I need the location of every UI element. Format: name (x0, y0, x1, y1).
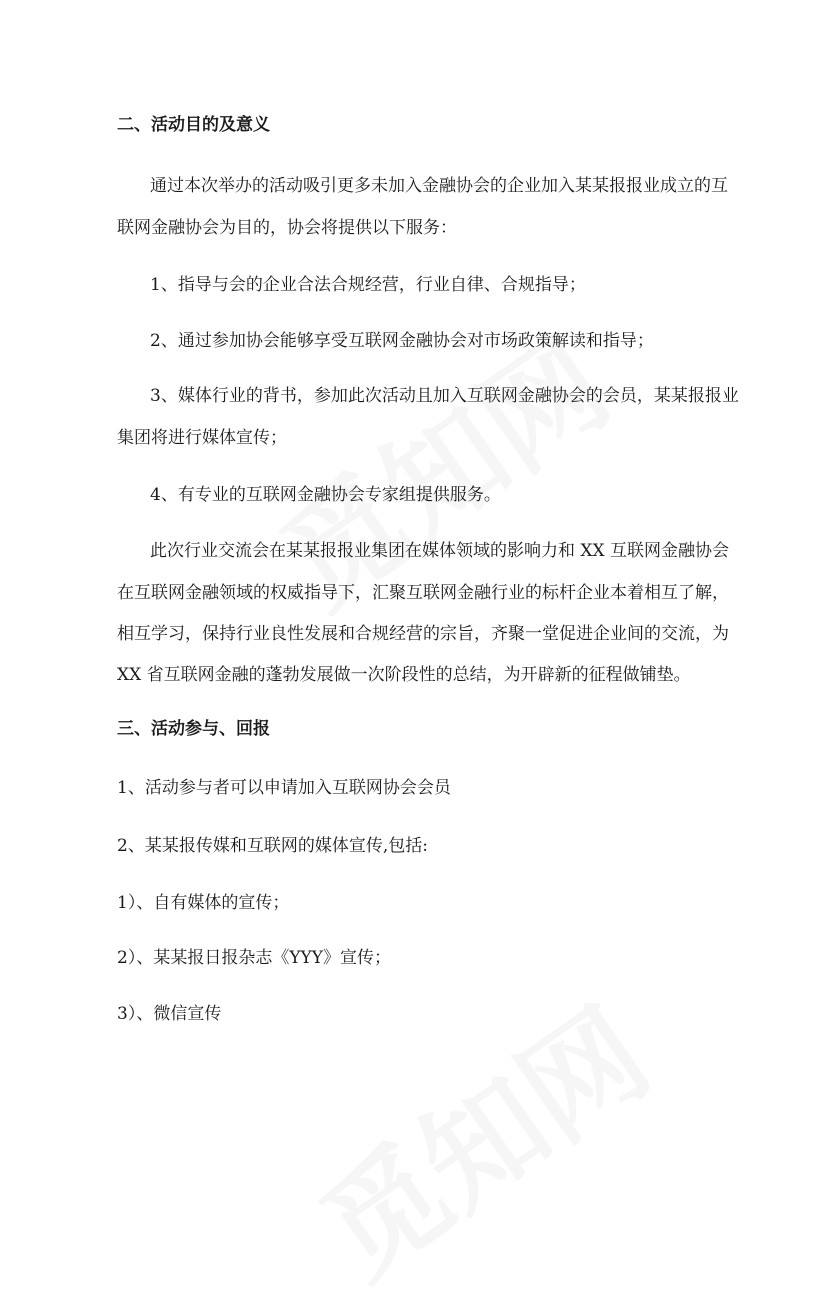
list-item: 2、通过参加协会能够享受互联网金融协会对市场政策解读和指导； (150, 331, 654, 351)
section-heading: 三、活动参与、回报 (117, 719, 270, 739)
paragraph-line: 通过本次举办的活动吸引更多未加入金融协会的企业加入某某报报业成立的互 (150, 176, 728, 196)
list-item: 3、媒体行业的背书，参加此次活动且加入互联网金融协会的会员，某某报报业 (150, 386, 739, 406)
list-item: 1、活动参与者可以申请加入互联网协会会员 (117, 778, 451, 798)
watermark (283, 962, 677, 1309)
list-item: 1、指导与会的企业合法合规经营，行业自律、合规指导； (150, 275, 586, 295)
list-item: 4、有专业的互联网金融协会专家组提供服务。 (150, 485, 501, 505)
list-item: 2）、某某报日报杂志《YYY》宣传； (117, 948, 391, 968)
paragraph-line: 相互学习，保持行业良性发展和合规经营的宗旨，齐聚一堂促进企业间的交流，为 (117, 624, 729, 644)
list-item-continuation: 集团将进行媒体宣传； (117, 428, 287, 448)
paragraph-line: 此次行业交流会在某某报报业集团在媒体领域的影响力和 XX 互联网金融协会 (150, 541, 730, 561)
list-item: 1）、自有媒体的宣传； (117, 893, 290, 913)
list-item: 2、某某报传媒和互联网的媒体宣传,包括: (117, 836, 428, 856)
paragraph-line: XX 省互联网金融的蓬勃发展做一次阶段性的总结，为开辟新的征程做铺垫。 (117, 665, 691, 685)
paragraph-line: 在互联网金融领域的权威指导下，汇聚互联网金融行业的标杆企业本着相互了解， (117, 583, 729, 603)
paragraph-line: 联网金融协会为目的，协会将提供以下服务： (117, 218, 457, 238)
section-heading: 二、活动目的及意义 (117, 115, 270, 135)
list-item: 3）、微信宣传 (117, 1004, 222, 1024)
